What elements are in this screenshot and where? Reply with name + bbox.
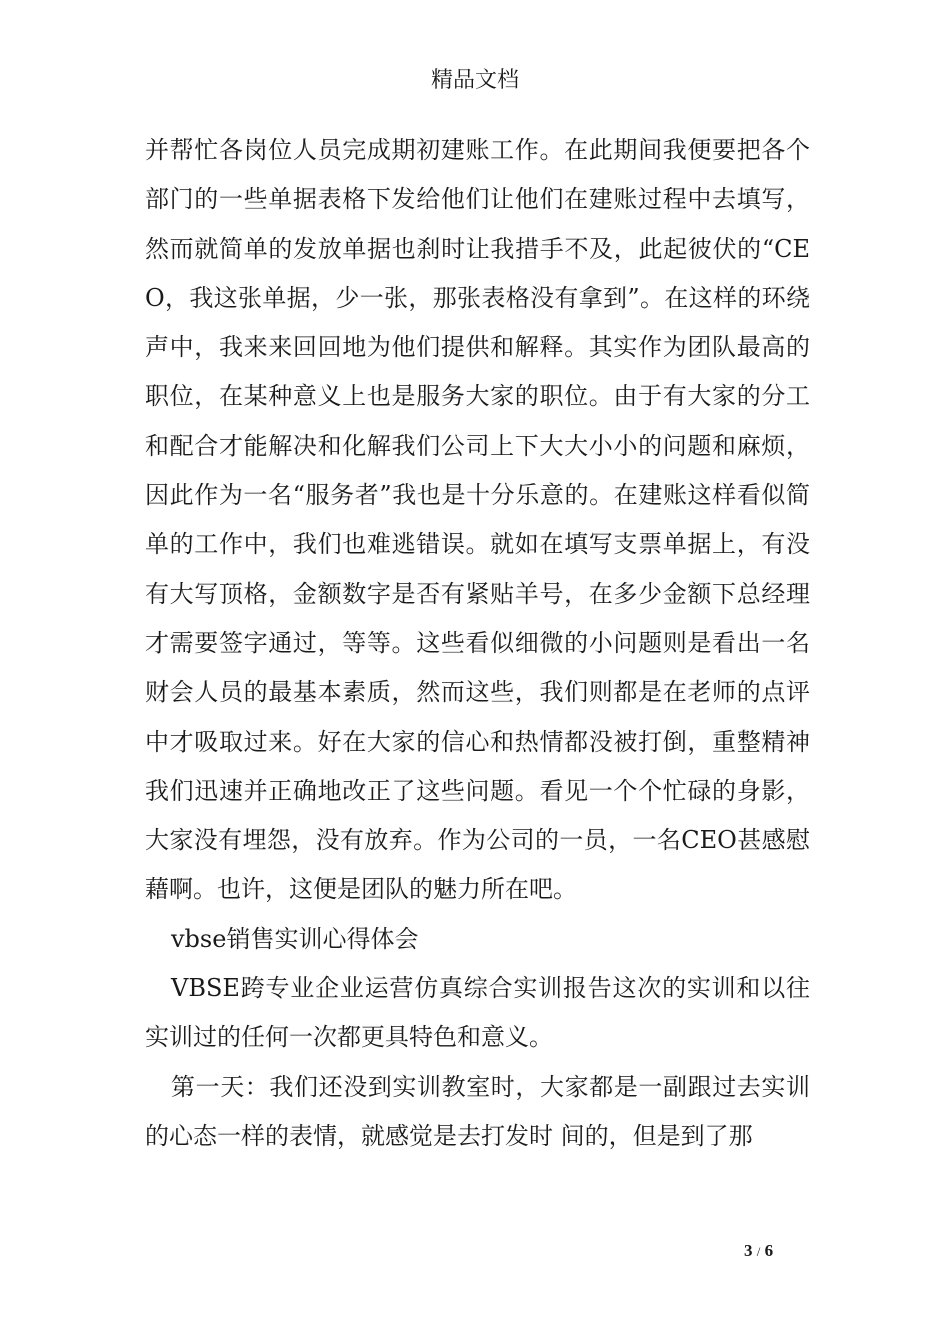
paragraph-3: 第一天：我们还没到实训教室时，大家都是一副跟过去实训的心态一样的表情，就感觉是去打发时 间的，但是到了那	[145, 1072, 810, 1150]
total-pages: 6	[764, 1241, 774, 1260]
page-header	[0, 66, 950, 96]
header-title: 精品文档	[430, 68, 519, 93]
document-body	[145, 126, 810, 1161]
page-separator: /	[756, 1244, 761, 1259]
paragraph-2: VBSE跨专业企业运营仿真综合实训报告这次的实训和以往实训过的任何一次都更具特色和意义。	[145, 974, 810, 1052]
paragraph-heading: vbse销售实训心得体会	[171, 924, 419, 953]
paragraph-1: 并帮忙各岗位人员完成期初建账工作。在此期间我便要把各个部门的一些单据表格下发给他们让他们在建账过程中去填写，然而就简单的发放单据也刹时让我措手不及，此起彼伏的“CEO，我这张单据，少一张，那张表格没有拿到”。在这样的环绕声中，我来来回回地为他们提供和解释。其实作为团队最高的职位，在某种意义上也是服务大家的职位。由于有大家的分工和配合才能解决和化解我们公司上下大大小小的问题和麻烦，因此作为一名“服务者”我也是十分乐意的。在建账这样看似简单的工作中，我们也难逃错误。就如在填写支票单据上，有没有大写顶格，金额数字是否有紧贴羊号，在多少金额下总经理才需要签字通过，等等。这些看似细微的小问题则是看出一名财会人员的最基本素质，然而这些，我们则都是在老师的点评中才吸取过来。好在大家的信心和热情都没被打倒，重整精神我们迅速并正确地改正了这些问题。看见一个个忙碌的身影，大家没有埋怨，没有放弃。作为公司的一员，一名CEO甚感慰藉啊。也许，这便是团队的魅力所在吧。	[145, 136, 810, 904]
page-number	[744, 1240, 773, 1263]
current-page: 3	[744, 1241, 753, 1260]
